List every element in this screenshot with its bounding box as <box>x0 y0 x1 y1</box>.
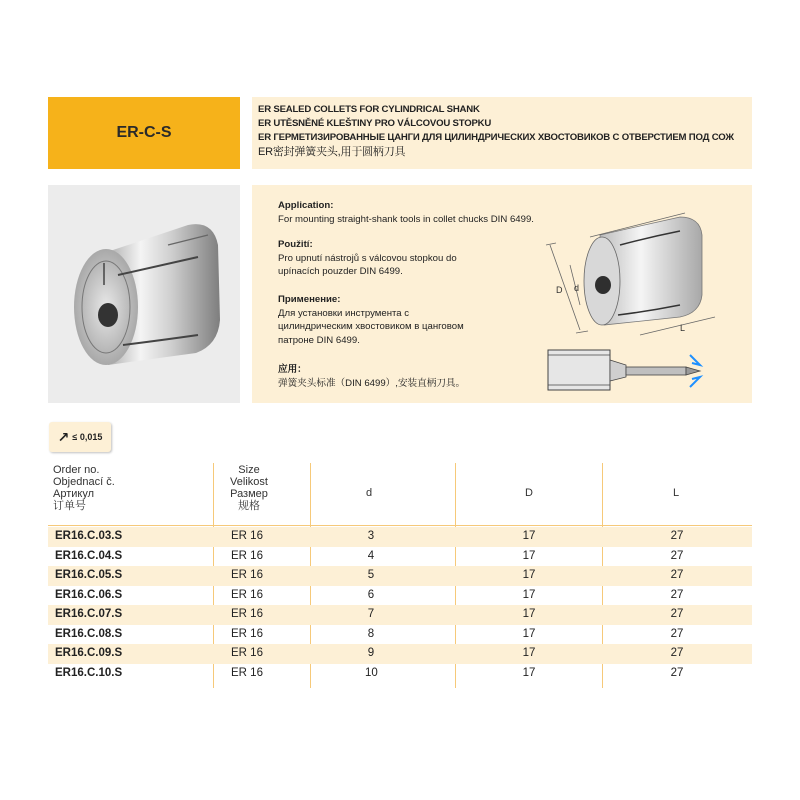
table-row <box>48 527 752 547</box>
runout-tolerance-badge <box>49 422 111 452</box>
cell-size: ER 16 <box>231 588 263 601</box>
table-row <box>48 625 752 645</box>
col-header-order-cz: Objednací č. <box>53 476 115 488</box>
runout-value: ≤ 0,015 <box>72 432 103 442</box>
col-header-order <box>53 464 115 512</box>
cell-D: 17 <box>522 627 536 640</box>
application-zh <box>278 363 538 390</box>
application-cz-text: Pro upnutí nástrojů s válcovou stopkou do upínacích pouzder DIN 6499. <box>278 252 457 277</box>
cell-size: ER 16 <box>231 608 263 620</box>
cell-size: ER 16 <box>231 627 263 640</box>
product-code-banner <box>48 97 240 169</box>
col-header-L: L <box>673 487 680 499</box>
table-row <box>48 547 752 567</box>
cell-size: ER 16 <box>231 549 263 562</box>
cell-D: 17 <box>522 549 536 562</box>
title-cz: ER UTĚSNĚNÉ KLEŠTINY PRO VÁLCOVOU STOPKU <box>258 118 492 129</box>
cell-d: 6 <box>367 588 375 601</box>
application-ru-text: Для установки инструмента с цилиндрическим хвостовиком в цанговом патроне DIN 6499. <box>278 307 464 346</box>
collet-photo-icon <box>48 185 240 403</box>
drawing-label-D: D <box>556 285 563 295</box>
cell-order: ER16.C.04.S <box>55 549 123 562</box>
cell-d: 5 <box>367 569 375 581</box>
cell-order: ER16.C.05.S <box>55 569 123 581</box>
col-header-order-ru: Артикул <box>53 488 95 500</box>
application-ru <box>278 293 538 347</box>
cell-L: 27 <box>670 569 684 581</box>
table-row <box>48 566 752 586</box>
col-header-D: D <box>525 487 533 499</box>
cell-L: 27 <box>670 608 684 620</box>
title-zh: ER密封弹簧夹头,用于圆柄刀具 <box>258 146 406 158</box>
cell-d: 10 <box>365 666 378 679</box>
cell-D: 17 <box>522 666 536 679</box>
col-header-size <box>225 464 273 512</box>
cell-L: 27 <box>670 647 684 659</box>
cell-D: 17 <box>522 530 536 542</box>
cell-d: 3 <box>367 530 375 542</box>
col-header-d: d <box>366 487 373 499</box>
cell-d: 7 <box>367 608 375 620</box>
col-header-size-cz: Velikost <box>230 476 268 488</box>
drawing-label-d: d <box>574 283 580 293</box>
col-header-order-en: Order no. <box>53 464 100 476</box>
application-cz <box>278 238 538 279</box>
table-header-rule <box>48 525 752 526</box>
cell-L: 27 <box>670 627 684 640</box>
cell-order: ER16.C.06.S <box>55 588 123 601</box>
application-zh-heading: 应用： <box>278 364 307 375</box>
application-en <box>278 199 538 226</box>
title-ru: ER ГЕРМЕТИЗИРОВАННЫЕ ЦАНГИ ДЛЯ ЦИЛИНДРИЧЕСКИХ ХВОСТОВИКОВ С ОТВЕРСТИЕМ ПОД СОЖ <box>258 132 734 143</box>
cell-L: 27 <box>670 666 684 679</box>
table-row <box>48 664 752 684</box>
product-code: ER-C-S <box>116 124 172 141</box>
product-titles <box>252 97 752 169</box>
collet-drawing-icon <box>540 205 740 395</box>
cell-D: 17 <box>522 569 536 581</box>
cell-d: 8 <box>367 627 375 640</box>
cell-d: 4 <box>367 549 375 562</box>
cell-D: 17 <box>522 588 536 601</box>
cell-L: 27 <box>670 588 684 601</box>
cell-order: ER16.C.10.S <box>55 666 123 679</box>
product-photo <box>48 185 240 403</box>
cell-order: ER16.C.08.S <box>55 627 123 640</box>
application-en-text: For mounting straight-shank tools in collet chucks DIN 6499. <box>278 213 534 225</box>
cell-size: ER 16 <box>231 666 263 679</box>
cell-d: 9 <box>367 647 375 659</box>
col-header-size-en: Size <box>238 464 260 476</box>
cell-D: 17 <box>522 608 536 620</box>
drawing-label-L: L <box>680 323 686 333</box>
cell-L: 27 <box>670 549 684 562</box>
col-header-size-ru: Размер <box>230 488 268 500</box>
application-panel <box>252 185 752 403</box>
cell-D: 17 <box>522 647 536 659</box>
application-zh-text: 弹簧夹头标准（DIN 6499）,安装直柄刀具。 <box>278 377 466 389</box>
runout-arrow-icon: ↗ <box>57 428 70 445</box>
title-en: ER SEALED COLLETS FOR CYLINDRICAL SHANK <box>258 104 480 115</box>
application-en-heading: Application: <box>278 200 334 211</box>
table-row <box>48 605 752 625</box>
application-cz-heading: Použití: <box>278 239 313 250</box>
cell-order: ER16.C.03.S <box>55 530 123 542</box>
cell-order: ER16.C.09.S <box>55 647 123 659</box>
application-ru-heading: Применение: <box>278 294 341 305</box>
col-header-order-zh: 订单号 <box>53 500 86 512</box>
cell-size: ER 16 <box>231 530 263 542</box>
cell-size: ER 16 <box>231 647 263 659</box>
cell-size: ER 16 <box>231 569 263 581</box>
col-header-size-zh: 规格 <box>238 500 260 512</box>
cell-order: ER16.C.07.S <box>55 608 123 620</box>
table-row <box>48 586 752 606</box>
cell-L: 27 <box>670 530 684 542</box>
table-row <box>48 644 752 664</box>
